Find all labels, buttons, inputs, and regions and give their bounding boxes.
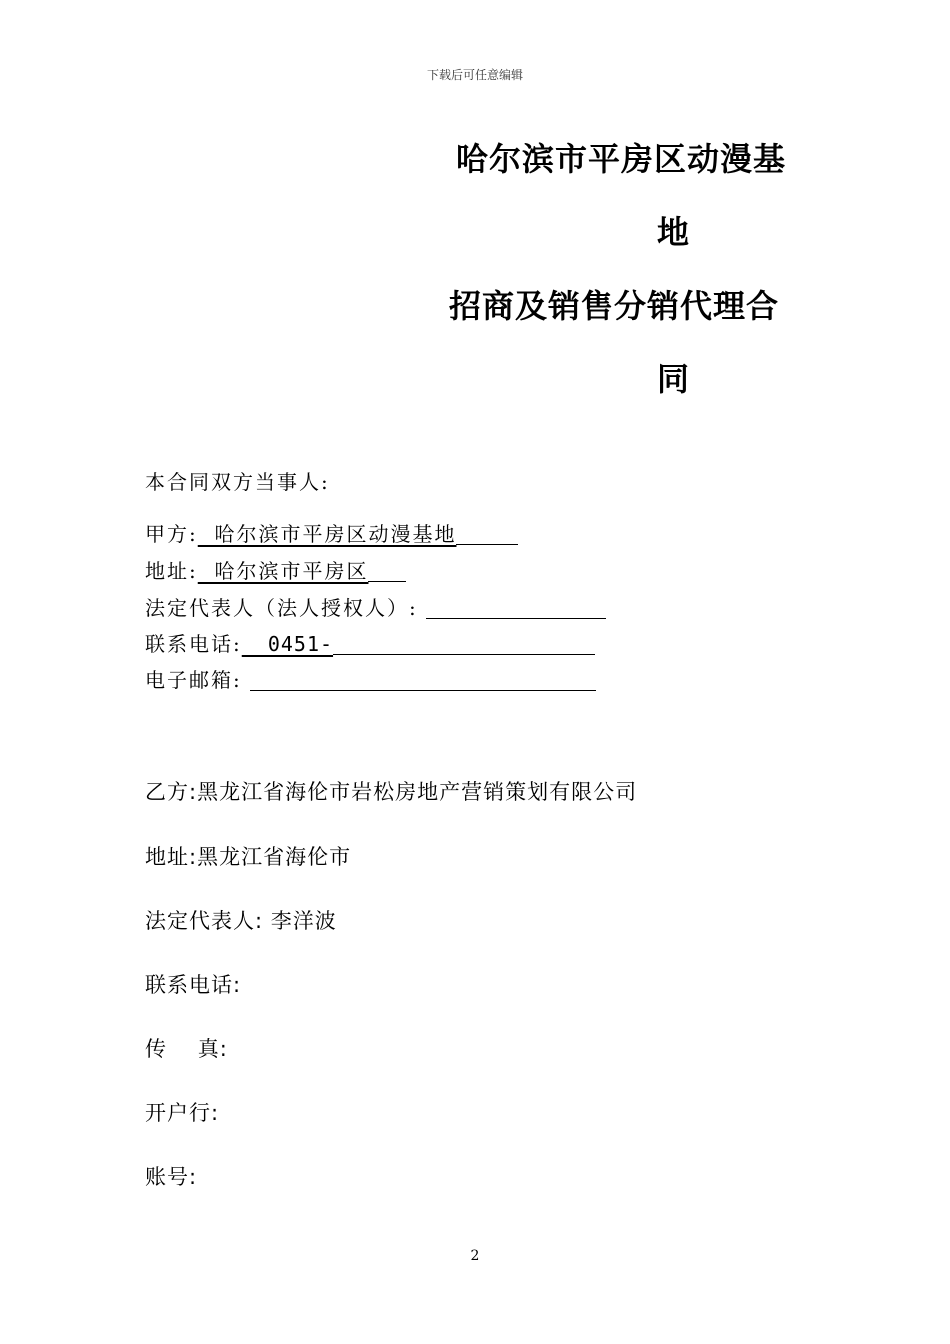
party-a-legal-rep-label: 法定代表人（法人授权人）: — [145, 596, 418, 620]
party-a-address-blank — [368, 559, 406, 582]
header-note: 下载后可任意编辑 — [426, 68, 523, 82]
party-a-name-row — [145, 518, 518, 547]
party-a-phone-blank — [333, 632, 595, 655]
party-a-legal-rep-row — [145, 592, 606, 621]
page-number: 2 — [470, 1248, 480, 1264]
party-a-address-row — [145, 555, 406, 584]
parties-intro: 本合同双方当事人: — [145, 470, 330, 494]
party-b-name-row — [145, 776, 637, 806]
title-line-3: 招商及销售分销代理合 — [449, 287, 780, 325]
party-b-address-row — [145, 841, 351, 871]
party-a-name-value: 哈尔滨市平房区动漫基地 — [197, 522, 457, 546]
party-b-fax-label: 传 真: — [145, 1037, 228, 1061]
party-b-address-label: 地址: — [145, 845, 198, 869]
title-line-2: 地 — [657, 213, 691, 251]
party-b-name-value: 黑龙江省海伦市岩松房地产营销策划有限公司 — [197, 780, 638, 804]
party-a-address-label: 地址: — [145, 559, 198, 583]
party-b-name-label: 乙方: — [145, 780, 198, 804]
party-b-account-label: 账号: — [145, 1165, 198, 1189]
party-a-phone-label: 联系电话: — [145, 632, 242, 656]
party-a-email-blank — [250, 668, 596, 691]
party-b-bank-label: 开户行: — [145, 1101, 220, 1125]
party-b-address-value: 黑龙江省海伦市 — [197, 845, 352, 869]
party-a-address-value: 哈尔滨市平房区 — [197, 559, 369, 583]
party-a-email-label: 电子邮箱: — [145, 668, 242, 692]
party-b-phone-label: 联系电话: — [145, 973, 242, 997]
party-a-email-row — [145, 664, 596, 693]
party-b-legal-rep-row — [145, 905, 337, 935]
party-a-phone-row — [145, 628, 595, 657]
party-a-phone-value: 0451- — [241, 632, 334, 656]
party-a-name-blank — [456, 522, 518, 545]
title-line-4: 同 — [657, 360, 691, 398]
party-b-legal-rep-value: 李洋波 — [270, 909, 337, 933]
party-a-legal-rep-blank — [426, 596, 606, 619]
party-a-name-label: 甲方: — [145, 522, 198, 546]
party-b-legal-rep-label: 法定代表人: — [145, 909, 264, 933]
title-line-1: 哈尔滨市平房区动漫基 — [456, 140, 787, 178]
